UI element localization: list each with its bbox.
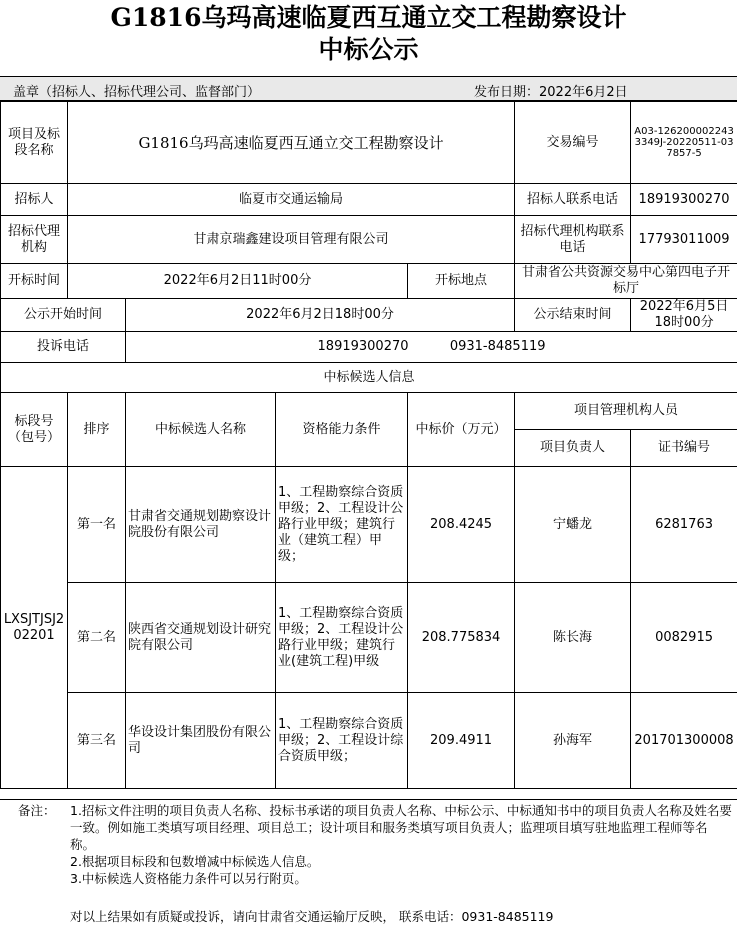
table-row bbox=[1, 467, 737, 583]
header-mgmt: 项目管理机构人员 bbox=[515, 393, 737, 430]
title-line-1: G1816乌玛高速临夏西互通立交工程勘察设计 bbox=[110, 3, 627, 32]
candidate-price: 208.4245 bbox=[408, 467, 515, 583]
notes-section bbox=[0, 799, 737, 937]
publish-date: 发布日期：2022年6月2日 bbox=[474, 85, 628, 100]
open-time-value: 2022年6月2日11时00分 bbox=[68, 264, 408, 299]
candidates-section-title: 中标候选人信息 bbox=[1, 363, 737, 393]
tenderer-value: 临夏市交通运输局 bbox=[68, 184, 515, 216]
candidate-leader: 宁蟠龙 bbox=[515, 467, 631, 583]
notes-label: 备注： bbox=[18, 803, 56, 818]
candidate-qualification: 1、工程勘察综合资质甲级；2、工程设计公路行业甲级；建筑行业（建筑工程）甲级； bbox=[276, 467, 408, 583]
candidate-rank: 第二名 bbox=[68, 583, 126, 693]
open-place-label: 开标地点 bbox=[408, 264, 515, 299]
trade-no-label: 交易编号 bbox=[515, 102, 631, 184]
candidate-rank: 第三名 bbox=[68, 693, 126, 789]
table-row bbox=[1, 583, 737, 693]
header-cert: 证书编号 bbox=[631, 430, 737, 467]
seal-strip bbox=[0, 76, 737, 101]
candidate-leader: 陈长海 bbox=[515, 583, 631, 693]
note-item: 3.中标候选人资格能力条件可以另行附页。 bbox=[70, 871, 307, 886]
notice-end-value: 2022年6月5日18时00分 bbox=[631, 299, 737, 332]
candidate-qualification: 1、工程勘察综合资质甲级；2、工程设计公路行业甲级；建筑行业(建筑工程)甲级 bbox=[276, 583, 408, 693]
candidate-cert: 6281763 bbox=[631, 467, 737, 583]
page-title bbox=[0, 2, 737, 66]
seal-text: 盖章（招标人、招标代理公司、监督部门） bbox=[13, 85, 261, 100]
notes-contact: 对以上结果如有质疑或投诉，请向甘肃省交通运输厅反映， 联系电话：0931-8485119 bbox=[70, 909, 554, 924]
open-time-label: 开标时间 bbox=[1, 264, 68, 299]
header-name: 中标候选人名称 bbox=[126, 393, 276, 467]
candidate-qualification: 1、工程勘察综合资质甲级；2、工程设计综合资质甲级； bbox=[276, 693, 408, 789]
complaint-label: 投诉电话 bbox=[1, 332, 126, 363]
trade-no-value: A03-1262000022433349J-20220511-037857-5 bbox=[631, 102, 737, 184]
tenderer-label: 招标人 bbox=[1, 184, 68, 216]
candidate-price: 209.4911 bbox=[408, 693, 515, 789]
notice-start-label: 公示开始时间 bbox=[1, 299, 126, 332]
complaint-value: 18919300270 0931-8485119 bbox=[126, 332, 737, 363]
header-leader: 项目负责人 bbox=[515, 430, 631, 467]
candidate-name: 华设设计集团股份有限公司 bbox=[126, 693, 276, 789]
notice-table bbox=[0, 101, 737, 789]
candidate-cert: 0082915 bbox=[631, 583, 737, 693]
candidate-cert: 201701300008 bbox=[631, 693, 737, 789]
candidate-leader: 孙海军 bbox=[515, 693, 631, 789]
agency-phone-value: 17793011009 bbox=[631, 216, 737, 264]
tenderer-phone-label: 招标人联系电话 bbox=[515, 184, 631, 216]
header-qualification: 资格能力条件 bbox=[276, 393, 408, 467]
header-section-no: 标段号（包号） bbox=[1, 393, 68, 467]
candidate-name: 陕西省交通规划设计研究院有限公司 bbox=[126, 583, 276, 693]
agency-phone-label: 招标代理机构联系电话 bbox=[515, 216, 631, 264]
note-item: 1.招标文件注明的项目负责人名称、投标书承诺的项目负责人名称、中标公示、中标通知书中的项目负责人名称及姓名要一致。例如施工类填写项目经理、项目总工；设计项目和服务类填写项目负责人；监理项目填写驻地监理工程师等名称。 bbox=[70, 803, 732, 852]
notice-start-value: 2022年6月2日18时00分 bbox=[126, 299, 515, 332]
open-place-value: 甘肃省公共资源交易中心第四电子开标厅 bbox=[515, 264, 737, 299]
candidate-price: 208.775834 bbox=[408, 583, 515, 693]
tenderer-phone-value: 18919300270 bbox=[631, 184, 737, 216]
project-label: 项目及标段名称 bbox=[1, 102, 68, 184]
table-row bbox=[1, 693, 737, 789]
header-rank: 排序 bbox=[68, 393, 126, 467]
section-no-value: LXSJTJSJ202201 bbox=[1, 467, 68, 789]
project-value: G1816乌玛高速临夏西互通立交工程勘察设计 bbox=[68, 102, 515, 184]
candidate-rank: 第一名 bbox=[68, 467, 126, 583]
agency-value: 甘肃京瑞鑫建设项目管理有限公司 bbox=[68, 216, 515, 264]
note-item: 2.根据项目标段和包数增减中标候选人信息。 bbox=[70, 854, 320, 869]
notes-list bbox=[70, 802, 732, 887]
header-price: 中标价（万元） bbox=[408, 393, 515, 467]
agency-label: 招标代理机构 bbox=[1, 216, 68, 264]
candidate-name: 甘肃省交通规划勘察设计院股份有限公司 bbox=[126, 467, 276, 583]
notice-end-label: 公示结束时间 bbox=[515, 299, 631, 332]
title-line-2: 中标公示 bbox=[318, 35, 419, 64]
